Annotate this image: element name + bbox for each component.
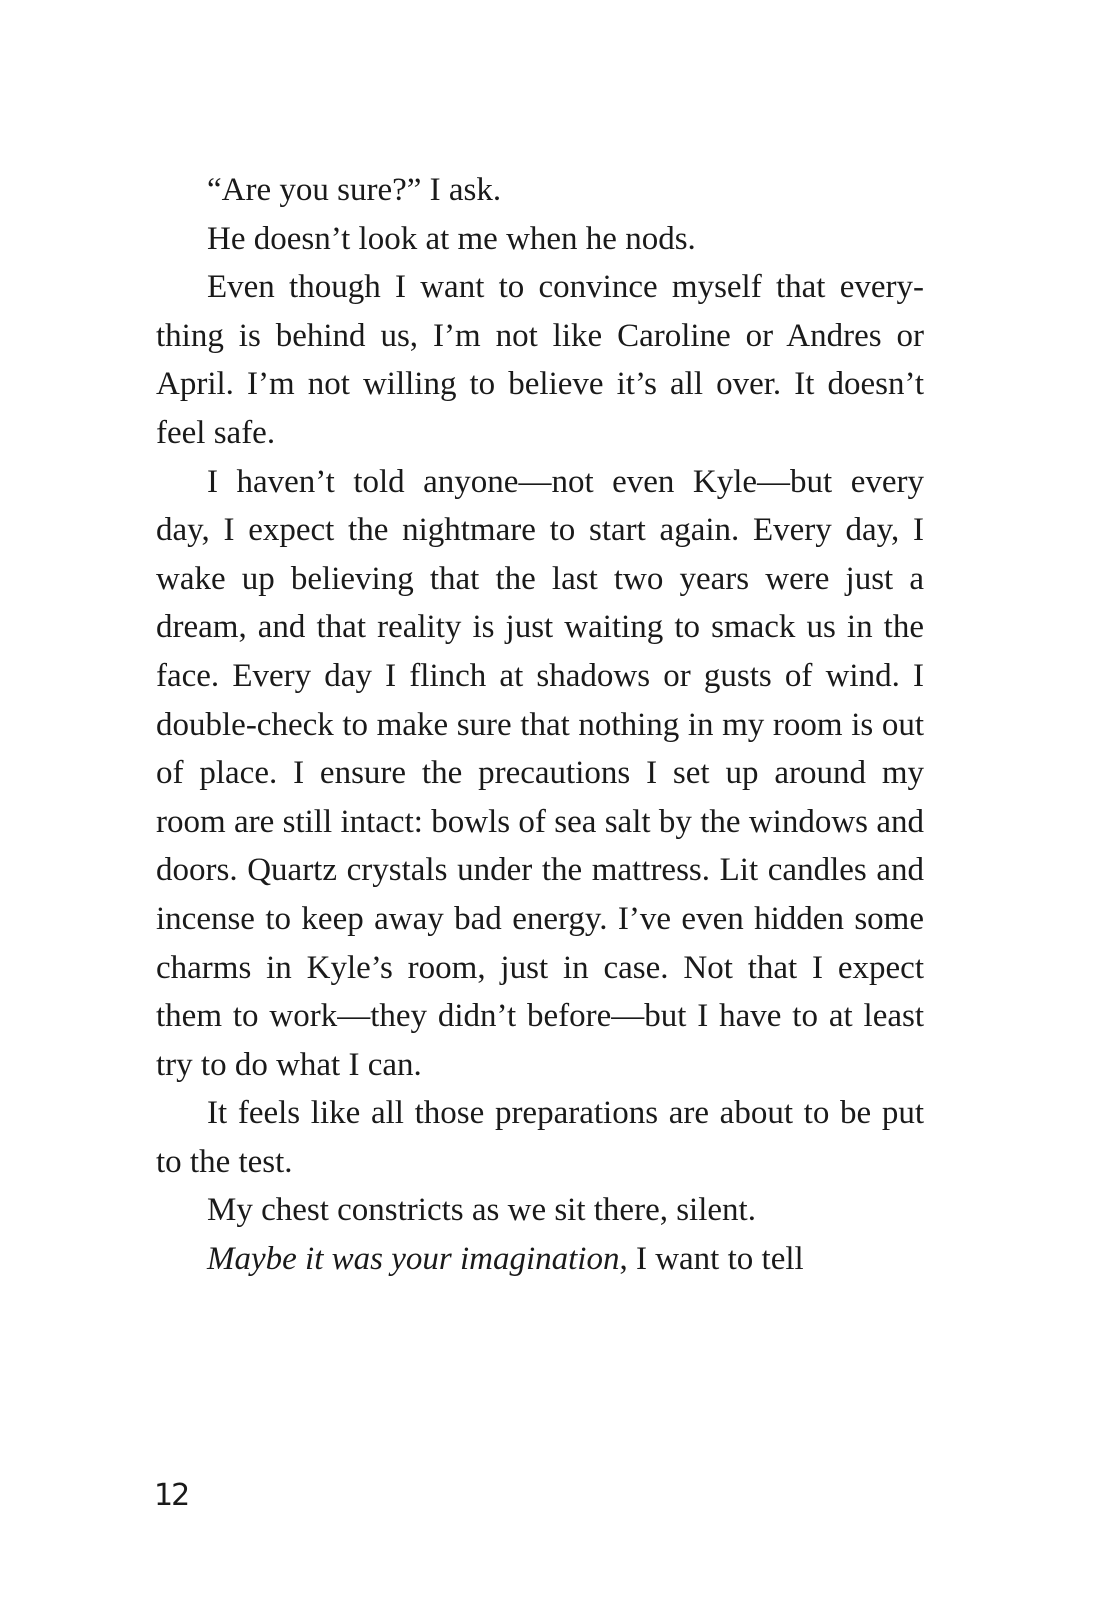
paragraph: “Are you sure?” I ask.: [207, 172, 502, 208]
italic-phrase: Maybe it was your imagination: [207, 1241, 620, 1278]
paragraph-tail: , I want to tell: [619, 1241, 804, 1278]
paragraph: He doesn’t look at me when he nods.: [207, 220, 696, 257]
page-number: 12: [154, 1478, 189, 1513]
body-text: [156, 166, 924, 1284]
paragraph-last: [156, 1235, 924, 1284]
paragraph: I haven’t told anyone—not even Kyle—but every day, I expect the nightmare to start again. Every day, I wake up believing that the last two years were just a dream, and that reality is just waiting to smack us in the face. Every day I flinch at shadows or gusts of wind. I double-check to make sure that nothing in my room is out of place. I ensure the precautions I set up around my room are still intact: bowls of sea salt by the windows and doors. Quartz crystals under the mattress. Lit candles and incense to keep away bad energy. I’ve even hidden some charms in Kyle’s room, just in case. Not that I expect them to work—they didn’t before—but I have to at least try to do what I can.: [156, 463, 924, 1083]
paragraph: Even though I want to convince myself that everything is behind us, I’m not like Caroline or Andres or April. I’m not willing to believe it’s all over. It doesn’t feel safe.: [156, 269, 924, 451]
paragraph: My chest constricts as we sit there, silent.: [207, 1192, 756, 1229]
paragraph: It feels like all those preparations are about to be put to the test.: [156, 1095, 924, 1180]
